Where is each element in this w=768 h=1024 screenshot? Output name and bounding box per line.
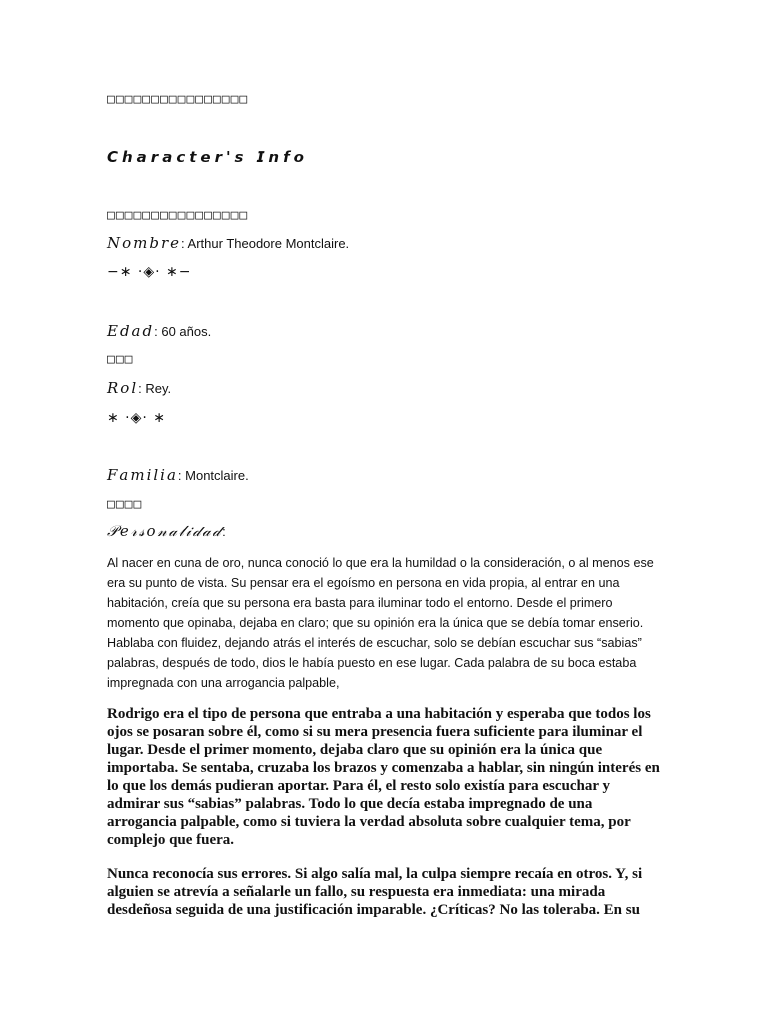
field-role-value: : Rey.: [138, 381, 172, 396]
heading-boxes-bottom: □□□□□□□□□□□□□□□□: [107, 208, 249, 223]
heading-boxes-top: □□□□□□□□□□□□□□□□: [107, 92, 249, 107]
field-name-label: 𝑁𝑜𝑚𝑏𝑟𝑒: [107, 234, 182, 252]
divider-ornament-2: ∗ ·◈· ∗: [107, 410, 167, 426]
field-name: [107, 234, 349, 252]
field-role: [107, 379, 171, 397]
personality-paragraph-1: Al nacer en cuna de oro, nunca conoció lo que era la humildad o la consideración, o al menos ese era su punto de vista. Su pensar era el egoísmo en persona en vida propia, al entrar en una habitación, creía que su persona era basta para iluminar todo el entorno. Desde el primero momento que opinaba, dejaba en claro; que su opinión era la única que se debía tomar enserio. Hablaba con fluidez, dejando atrás el interés de escuchar, solo se debían escuchar sus “sabias” palabras, después de todo, dios le había puesto en ese lugar. Cada palabra de su boca estaba impregnada con una arrogancia palpable,: [107, 556, 654, 690]
divider-boxes-1: □□□: [107, 352, 134, 367]
field-family: [107, 466, 249, 484]
personality-paragraph-2: Rodrigo era el tipo de persona que entraba a una habitación y esperaba que todos los ojos se posaran sobre él, como si su mera presencia fuera suficiente para iluminar el lugar. Desde el primer momento, dejaba claro que su opinión era la única que importaba. Se sentaba, cruzaba los brazos y comenzaba a hablar, sin ningún interés en lo que los demás pudieran aportar. Para él, el resto solo existía para escuchar y admirar sus “sabias” palabras. Todo lo que decía estaba impregnado de una arrogancia palpable, como si tuviera la verdad absoluta sobre cualquier tema, por complejo que fuera.: [107, 706, 660, 848]
divider-boxes-2: □□□□: [107, 497, 143, 512]
field-personality-label: 𝒫𝑒𝓇𝓈𝑜𝓃𝒶𝓁𝒾𝒹𝒶𝒹: [107, 522, 223, 540]
field-personality-value: :: [222, 524, 226, 539]
field-family-label: 𝐹𝑎𝑚𝑖𝑙𝑖𝑎: [107, 466, 178, 484]
field-personality: [107, 522, 226, 540]
field-name-value: : Arthur Theodore Montclaire.: [181, 236, 350, 251]
field-role-label: 𝑅𝑜𝑙: [107, 379, 139, 397]
personality-paragraph-3: Nunca reconocía sus errores. Si algo salía mal, la culpa siempre recaía en otros. Y, si alguien se atrevía a señalarle un fallo, su respuesta era inmediata: una mirada desdeñosa seguida de una justificación imparable. ¿Críticas? No las toleraba. En su: [107, 866, 643, 918]
divider-ornament-1: −∗ ·◈· ∗−: [107, 264, 192, 280]
field-age-value: : 60 años.: [154, 324, 212, 339]
field-age: [107, 322, 211, 340]
page-title: 𝘾𝙝𝙖𝙧𝙖𝙘𝙩𝙚𝙧'𝙨 𝙄𝙣𝙛𝙤: [107, 148, 308, 166]
field-age-label: 𝐸𝑑𝑎𝑑: [107, 322, 155, 340]
field-family-value: : Montclaire.: [177, 468, 249, 483]
